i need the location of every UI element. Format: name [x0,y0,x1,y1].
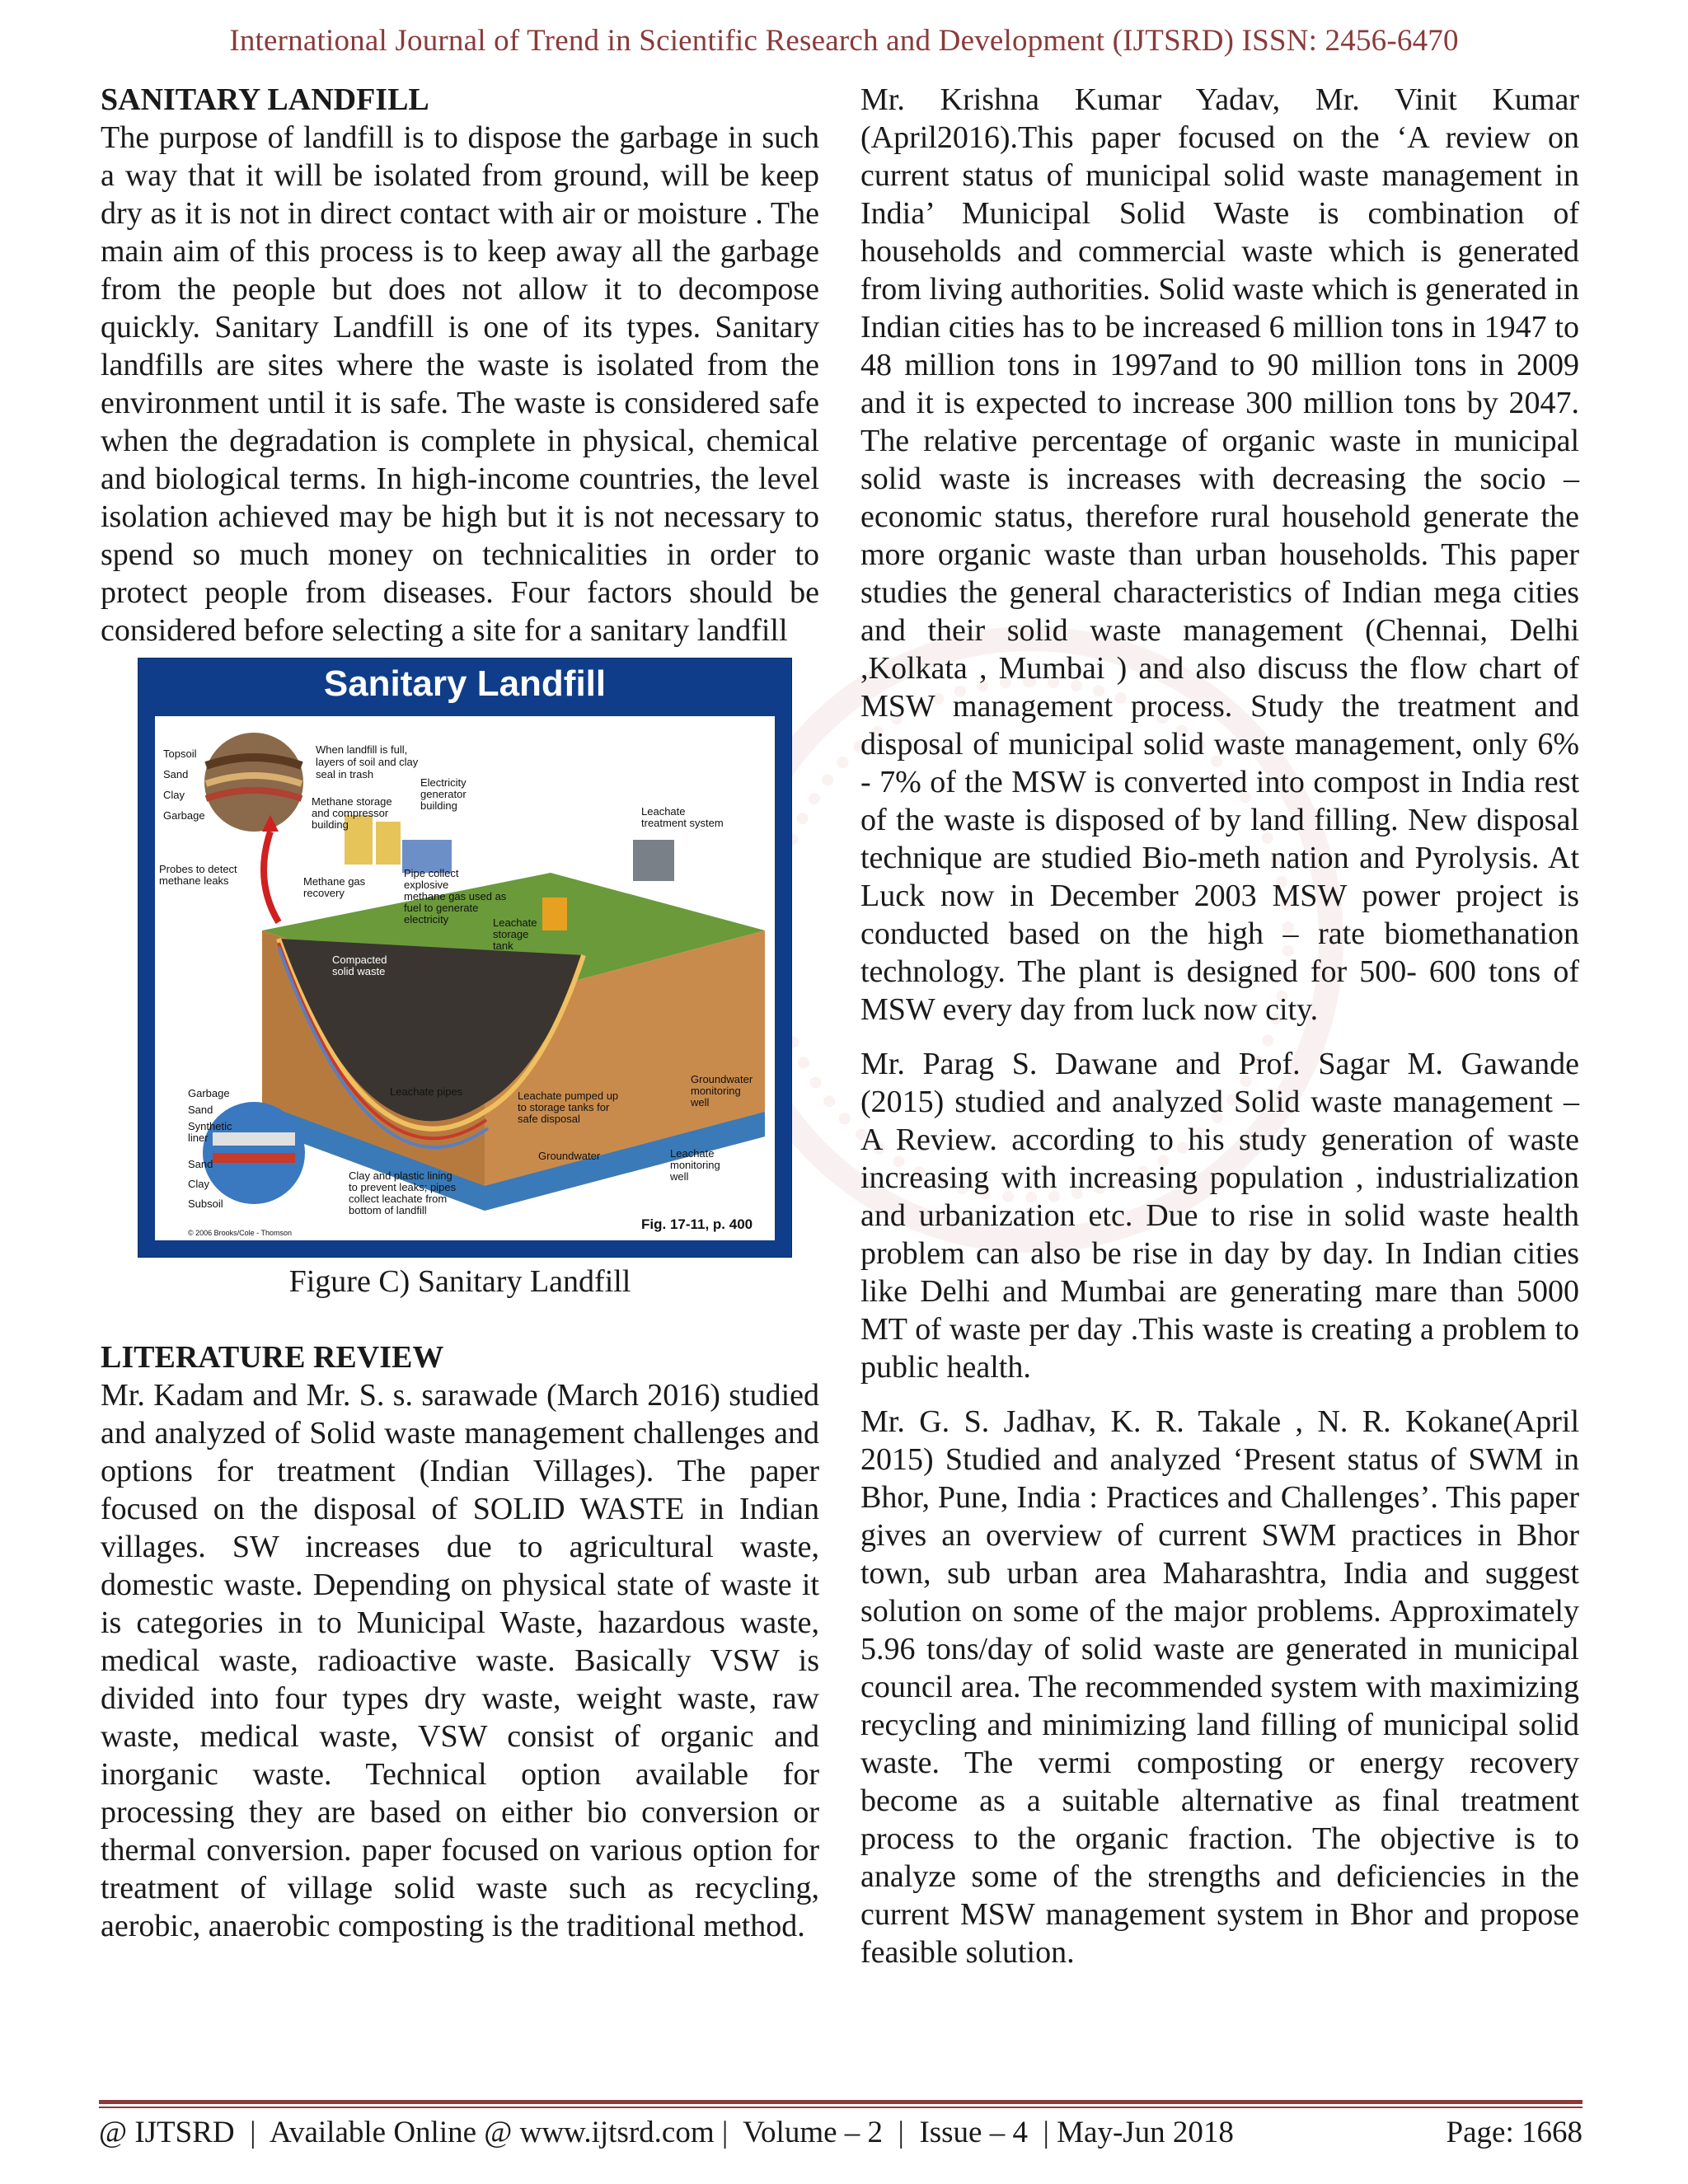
label-leachate-treatment: Leachate [641,805,686,818]
review-paragraph-jadhav: Mr. G. S. Jadhav, K. R. Takale , N. R. Kokane(April 2015) Studied and analyzed ‘Present status of SWM in Bhor, Pune, India : Practices and Challenges’. This paper gives an overview of current SWM practices in Bhor town, sub urban area Maharashtra, India and suggest solution on some of the major problems. Approximately 5.96 tons/day of solid waste are generated in municipal council area. The recommended system with maximizing recycling and minimizing land filling of municipal solid waste. The vermi composting or energy recovery become as a suitable alternative as final treatment process to the organic fraction. The objective is to analyze some of the strengths and deficiencies in the current MSW management system in Bhor and propose feasible solution. [860,1404,1579,1970]
svg-text:seal in trash: seal in trash [316,768,374,780]
label-probes: Probes to detect [159,863,237,875]
label-groundwater: Groundwater [538,1150,601,1162]
label-clay-2: Clay [188,1178,210,1190]
svg-text:monitoring: monitoring [670,1159,720,1171]
svg-text:well: well [691,1096,710,1108]
review-paragraph-yadav: Mr. Krishna Kumar Yadav, Mr. Vinit Kumar (April2016).This paper focused on the ‘A review on current status of municipal solid waste management in India’ Municipal Solid Waste is combination of households and commercial waste which is generated from living authorities. Solid waste which is generated in Indian cities has to be increased 6 million tons in 1947 to 48 million tons in 1997and to 90 million tons in 2009 and it is expected to increase 300 million tons by 2047. The relative percentage of organic waste in municipal solid waste is increases with decreasing the socio – economic status, therefore rural household generate the more organic waste than urban households. This paper studies the general characteristics of Indian mega cities and their solid waste management (Chennai, Delhi ,Kolkata , Mumbai ) and also discuss the flow chart of MSW management process. Study the treatment and disposal of municipal solid waste management, only 6% - 7% of the MSW is converted into compost in India rest of the waste is disposed of by land filling. New disposal technique are studied Bio-meth nation and Pyrolysis. At Luck now in December 2003 MSW power project is conducted based on the high – rate biomethanation technology. The plant is designed for 500- 600 tons of MSW every day from luck now city. [860,82,1579,1027]
sanitary-landfill-figure [138,658,792,1258]
svg-text:to prevent leaks; pipes: to prevent leaks; pipes [349,1181,457,1193]
label-sand-3: Sand [188,1158,213,1170]
label-clay-lining: Clay and plastic lining [349,1169,452,1182]
methane-storage-building [345,815,373,865]
label-pipe-collect: Pipe collect [404,867,459,879]
footer-rule-thin [99,2107,1582,2108]
svg-text:storage: storage [493,928,529,940]
label-compacted: Compacted [332,954,387,966]
svg-text:explosive: explosive [404,879,449,891]
svg-text:liner: liner [188,1132,209,1144]
svg-text:safe disposal: safe disposal [518,1113,580,1125]
section-heading-sanitary-landfill: SANITARY LANDFILL [101,82,429,117]
leachate-storage-tank [542,898,567,930]
svg-text:recovery: recovery [303,887,345,899]
footer-rule [99,2100,1582,2104]
landfill-diagram [155,716,775,1240]
footer-info: @ IJTSRD | Available Online @ www.ijtsrd.com | Volume – 2 | Issue – 4 | May-Jun 2018 [99,2116,1234,2149]
label-leachate-monitoring: Leachate [670,1147,715,1160]
label-sand: Sand [163,768,189,780]
label-electricity: Electricity [420,776,467,789]
svg-text:bottom of landfill: bottom of landfill [349,1204,427,1216]
label-garbage: Garbage [163,809,205,822]
label-garbage-2: Garbage [188,1087,230,1099]
label-when-full: When landfill is full, [316,743,408,756]
page-footer [99,2115,1582,2150]
svg-text:well: well [670,1170,689,1183]
journal-header: International Journal of Trend in Scientific Research and Development (IJTSRD) ISSN: 2456-6470 [229,24,1459,58]
figure-copyright: © 2006 Brooks/Cole - Thomson [188,1229,293,1237]
svg-text:layers of soil and clay: layers of soil and clay [316,756,419,768]
svg-text:to storage tanks for: to storage tanks for [518,1101,610,1113]
label-leachate-pumped: Leachate pumped up [518,1090,619,1102]
svg-text:and compressor: and compressor [312,807,389,819]
left-column [101,81,819,1945]
label-leachate-storage: Leachate [493,916,537,929]
label-synthetic: Synthetic [188,1120,232,1132]
svg-text:treatment system: treatment system [641,817,724,829]
figure-reference: Fig. 17-11, p. 400 [641,1216,753,1232]
review-paragraph-dawane: Mr. Parag S. Dawane and Prof. Sagar M. Gawande (2015) studied and analyzed Solid waste management – A Review. according to his study generation of waste increasing with increasing population , industrialization and urbanization etc. Due to rise in solid waste health problem can also be rise in day by day. In Indian cities like Delhi and Mumbai are generating mare than 5000 MT of waste per day .This waste is creating a problem to public health. [860,1047,1579,1385]
svg-text:methane gas used as: methane gas used as [404,890,507,902]
page-number: Page: 1668 [1446,2116,1582,2149]
figure-caption: Figure C) Sanitary Landfill [288,1264,631,1299]
svg-text:fuel to generate: fuel to generate [404,902,479,914]
label-subsoil: Subsoil [188,1197,223,1210]
svg-text:methane leaks: methane leaks [159,874,229,887]
label-groundwater-monitoring: Groundwater [691,1073,753,1085]
svg-text:solid waste: solid waste [332,965,386,977]
svg-text:electricity: electricity [404,913,449,926]
label-clay: Clay [163,789,185,801]
svg-text:building: building [420,799,457,812]
svg-text:collect leachate from: collect leachate from [349,1193,448,1205]
right-column [860,81,1579,1971]
figure-title: Sanitary Landfill [323,663,607,704]
svg-text:tank: tank [493,940,513,952]
label-methane-storage: Methane storage [312,795,392,808]
label-topsoil: Topsoil [163,748,197,760]
literature-review-text: Mr. Kadam and Mr. S. s. sarawade (March 2016) studied and analyzed of Solid waste management challenges and options for treatment (Indian Villages). The paper focused on the disposal of SOLID WASTE in Indian villages. SW increases due to agricultural waste, domestic waste. Depending on physical state of waste it is categories in to Municipal Waste, hazardous waste, medical waste, radioactive waste. Basically VSW is divided into four types dry waste, weight waste, raw waste, medical waste, VSW consist of organic and inorganic waste. Technical option available for processing they are based on either bio conversion or thermal conversion. paper focused on various option for treatment of village solid waste such as recycling, aerobic, anaerobic composting is the traditional method. [101,1378,819,1943]
leachate-treatment-building [633,840,674,881]
label-leachate-pipes: Leachate pipes [390,1085,463,1098]
svg-text:generator: generator [420,788,467,800]
red-arrow [264,832,279,922]
svg-text:building: building [312,818,349,831]
section-heading-literature-review: LITERATURE REVIEW [101,1340,444,1375]
label-sand-2: Sand [188,1104,213,1116]
label-methane-recovery: Methane gas [303,875,366,888]
svg-text:monitoring: monitoring [691,1085,741,1097]
sanitary-landfill-text: The purpose of landfill is to dispose the garbage in such a way that it will be isolated from ground, will be keep dry as it is not in direct contact with air or moisture . The main aim of this process is to keep away all the garbage from the people but does not allow it to decompose quickly. Sanitary Landfill is one of its types. Sanitary landfills are sites where the waste is isolated from the environment until it is safe. The waste is considered safe when the degradation is complete in physical, chemical and biological terms. In high-income countries, the level isolation achieved may be high but it is not necessary to spend so much money on technicalities in order to protect people from diseases. Four factors should be considered before selecting a site for a sanitary landfill [101,120,819,648]
